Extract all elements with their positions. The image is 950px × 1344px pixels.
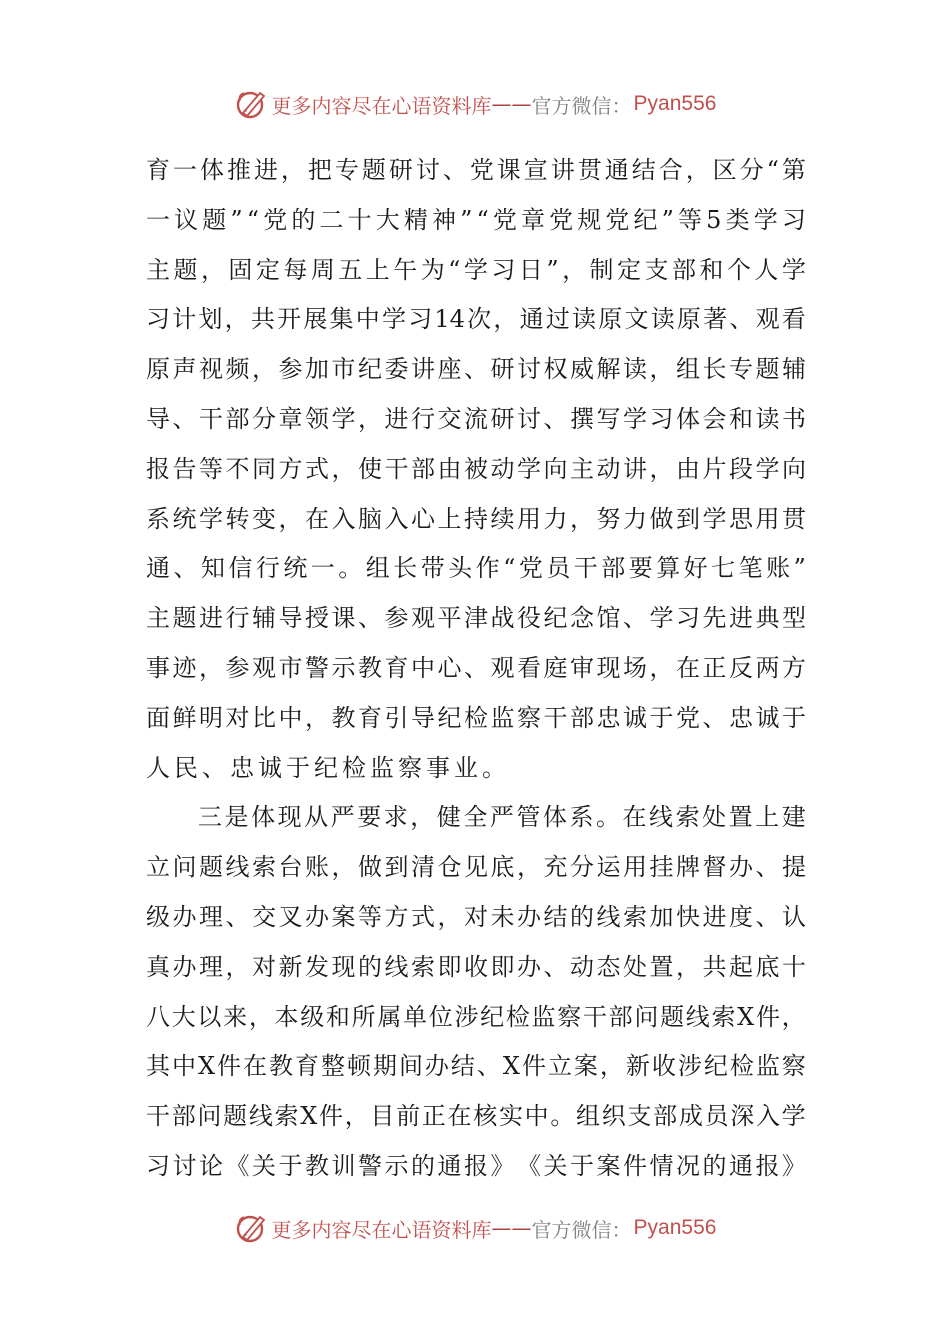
text-line: 系 统 学 转 变 ， 在 入 脑 入 心 上 持 续 用 力 ， 努 力 做 到 学 思 用 贯 <box>146 504 806 533</box>
text-line: 干 部 问 题 线 索 X 件 ， 目 前 正 在 核 实 中 。 组 织 支 部 成 员 深 入 学 <box>146 1102 806 1131</box>
text-line: 通 、 知 信 行 统 一 。 组 长 带 头 作 “ 党 员 干 部 要 算 好 七 笔 账 ” <box>146 554 806 583</box>
header-banner <box>0 84 950 124</box>
footer-banner <box>0 1208 950 1248</box>
banner-wechat-id: Pyan556 <box>633 1216 717 1239</box>
text-line: 原 声 视 频 ， 参 加 市 纪 委 讲 座 、 研 讨 权 威 解 读 ， 组 长 专 题 辅 <box>146 355 806 384</box>
pen-logo-icon <box>234 87 268 121</box>
banner-wechat-id: Pyan556 <box>633 92 717 115</box>
banner-wechat-label: 官方微信： <box>531 93 632 118</box>
text-line: 导 、 干 部 分 章 领 学 ， 进 行 交 流 研 讨 、 撰 写 学 习 体 会 和 读 书 <box>146 404 806 433</box>
text-line: 立 问 题 线 索 台 账 ， 做 到 清 仓 见 底 ， 充 分 运 用 挂 牌 督 办 、 提 <box>146 853 806 882</box>
text-line: 三 是 体 现 从 严 要 求 ， 健 全 严 管 体 系 。 在 线 索 处 置 上 建 <box>198 803 806 832</box>
text-line: 主 题 ， 固 定 每 周 五 上 午 为 “ 学 习 日 ” ， 制 定 支 部 和 个 人 学 <box>146 255 806 284</box>
banner-separator: —— <box>491 92 532 116</box>
text-line: 习 计 划 ， 共 开 展 集 中 学 习 14 次 ， 通 过 读 原 文 读 原 著 、 观 看 <box>146 305 806 334</box>
text-line: 育 一 体 推 进 ， 把 专 题 研 讨 、 党 课 宣 讲 贯 通 结 合 ， 区 分 “ 第 <box>146 156 806 184</box>
banner-wechat-label: 官方微信： <box>531 1217 632 1242</box>
text-line: 面 鲜 明 对 比 中 ， 教 育 引 导 纪 检 监 察 干 部 忠 诚 于 党 、 忠 诚 于 <box>146 703 806 732</box>
text-line: 真 办 理 ， 对 新 发 现 的 线 索 即 收 即 办 、 动 态 处 置 ， 共 起 底 十 <box>146 952 806 981</box>
banner-inner <box>234 87 717 121</box>
text-line: 一 议 题 ” “ 党 的 二 十 大 精 神 ” “ 党 章 党 规 党 纪 ” 等 5 类 学 习 <box>146 205 806 234</box>
pen-logo-icon <box>234 1211 268 1245</box>
text-line: 事 迹 ， 参 观 市 警 示 教 育 中 心 、 观 看 庭 审 现 场 ， 在 正 反 两 方 <box>146 653 806 682</box>
paragraph-2 <box>146 793 806 1191</box>
paragraph-1 <box>146 146 806 793</box>
text-line: 八 大 以 来 ， 本 级 和 所 属 单 位 涉 纪 检 监 察 干 部 问 题 线 索 X 件 ， <box>146 1002 806 1031</box>
text-line: 习 讨 论 《 关 于 教 训 警 示 的 通 报 》 《 关 于 案 件 情 况 的 通 报 》 <box>146 1151 806 1180</box>
document-body <box>146 146 806 1192</box>
text-line: 级 办 理 、 交 叉 办 案 等 方 式 ， 对 未 办 结 的 线 索 加 快 进 度 、 认 <box>146 902 806 931</box>
text-line: 主 题 进 行 辅 导 授 课 、 参 观 平 津 战 役 纪 念 馆 、 学 习 先 进 典 型 <box>146 604 806 633</box>
banner-text: 更多内容尽在心语资料库 <box>271 93 492 118</box>
banner-text: 更多内容尽在心语资料库 <box>271 1217 492 1242</box>
text-line: 人民、忠诚于纪检监察事业。 <box>146 753 510 782</box>
banner-separator: —— <box>491 1216 532 1240</box>
banner-inner <box>234 1211 717 1245</box>
text-line: 报 告 等 不 同 方 式 ， 使 干 部 由 被 动 学 向 主 动 讲 ， 由 片 段 学 向 <box>146 454 806 483</box>
text-line: 其 中 X 件 在 教 育 整 顿 期 间 办 结 、 X 件 立 案 ， 新 收 涉 纪 检 监 察 <box>146 1052 806 1081</box>
